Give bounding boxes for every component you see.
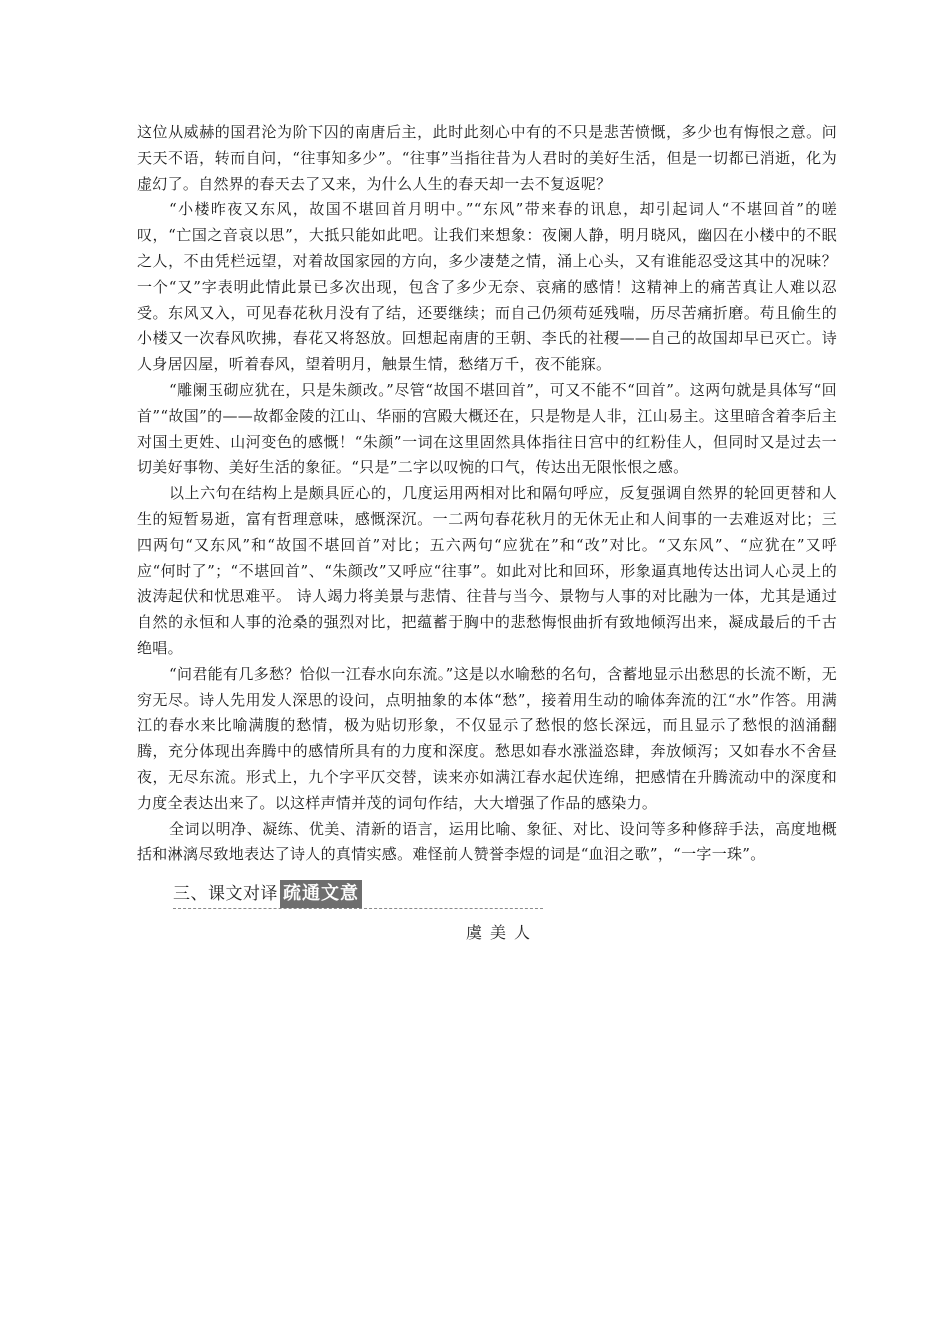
paragraph-4: 以上六句在结构上是颇具匠心的，几度运用两相对比和隔句呼应，反复强调自然界的轮回更替和人生的短暂易逝，富有哲理意味，感慨深沉。一二两句春花秋月的无休无止和人间事的一去难返对比；三四两句“又东风”和“故国不堪回首”对比；五六两句“应犹在”和“改”对比。“又东风”、“应犹在”又呼应“何时了”；“不堪回首”、“朱颜改”又呼应“往事”。如此对比和回环，形象逼真地传达出词人心灵上的波涛起伏和忧思难平。 诗人竭力将美景与悲情、往昔与当今、景物与人事的对比融为一体，尤其是通过自然的永恒和人事的沧桑的强烈对比，把蕴蓄于胸中的悲愁悔恨曲折有致地倾泻出来，凝成最后的千古绝唱。: [137, 484, 837, 657]
section-heading: [173, 874, 837, 908]
paragraph-6: 全词以明净、凝练、优美、清新的语言，运用比喻、象征、对比、设问等多种修辞手法，高度地概括和淋漓尽致地表达了诗人的真情实感。难怪前人赞誉李煜的词是“血泪之歌”，“一字一珠”。: [137, 819, 837, 864]
paragraph-2: “小楼昨夜又东风，故国不堪回首月明中。”“东风”带来春的讯息，却引起词人“不堪回首”的嗟叹，“亡国之音哀以思”，大抵只能如此吧。让我们来想象：夜阑人静，明月晓风，幽囚在小楼中的不眠之人，不由凭栏远望，对着故国家园的方向，多少凄楚之情，涌上心头，又有谁能忍受这其中的况味？一个“又”字表明此情此景已多次出现，包含了多少无奈、哀痛的感情！这精神上的痛苦真让人难以忍受。东风又入，可见春花秋月没有了结，还要继续；而自己仍须苟延残喘，历尽苦痛折磨。苟且偷生的小楼又一次春风吹拂，春花又将怒放。回想起南唐的王朝、李氏的社稷——自己的故国却早已灭亡。诗人身居囚屋，听着春风，望着明月，触景生情，愁绪万千，夜不能寐。: [137, 200, 837, 374]
section-divider: [173, 908, 543, 909]
paragraph-3: “雕阑玉砌应犹在，只是朱颜改。”尽管“故国不堪回首”，可又不能不“回首”。这两句就是具体写“回首”“故国”的——故都金陵的江山、华丽的宫殿大概还在，只是物是人非，江山易主。这里暗含着李后主对国土更姓、山河变色的感慨！“朱颜”一词在这里固然具体指往日宫中的红粉佳人，但同时又是过去一切美好事物、美好生活的象征。“只是”二字以叹惋的口气，传达出无限怅恨之感。: [137, 380, 837, 477]
section-badge: 疏通文意: [280, 880, 362, 908]
paragraph-1: 这位从威赫的国君沦为阶下囚的南唐后主，此时此刻心中有的不只是悲苦愤慨，多少也有悔恨之意。问天天不语，转而自问，“往事知多少”。“往事”当指往昔为人君时的美好生活，但是一切都已消逝，化为虚幻了。自然界的春天去了又来，为什么人生的春天却一去不复返呢？: [137, 123, 837, 193]
paragraph-5: “问君能有几多愁？恰似一江春水向东流。”这是以水喻愁的名句，含蓄地显示出愁思的长流不断，无穷无尽。诗人先用发人深思的设问，点明抽象的本体“愁”，接着用生动的喻体奔流的江“水”作答。用满江的春水来比喻满腹的愁情，极为贴切形象，不仅显示了愁恨的悠长深远，而且显示了愁恨的汹涌翻腾，充分体现出奔腾中的感情所具有的力度和深度。愁思如春水涨溢恣肆，奔放倾泻；又如春水不舍昼夜，无尽东流。形式上，九个字平仄交替，读来亦如满江春水起伏连绵，把感情在升腾流动中的深度和力度全表达出来了。以这样声情并茂的词句作结，大大增强了作品的感染力。: [137, 664, 837, 812]
document-page: [137, 120, 837, 943]
poem-title: 虞美人: [465, 923, 538, 943]
section-label: 三、课文对译: [173, 884, 278, 905]
